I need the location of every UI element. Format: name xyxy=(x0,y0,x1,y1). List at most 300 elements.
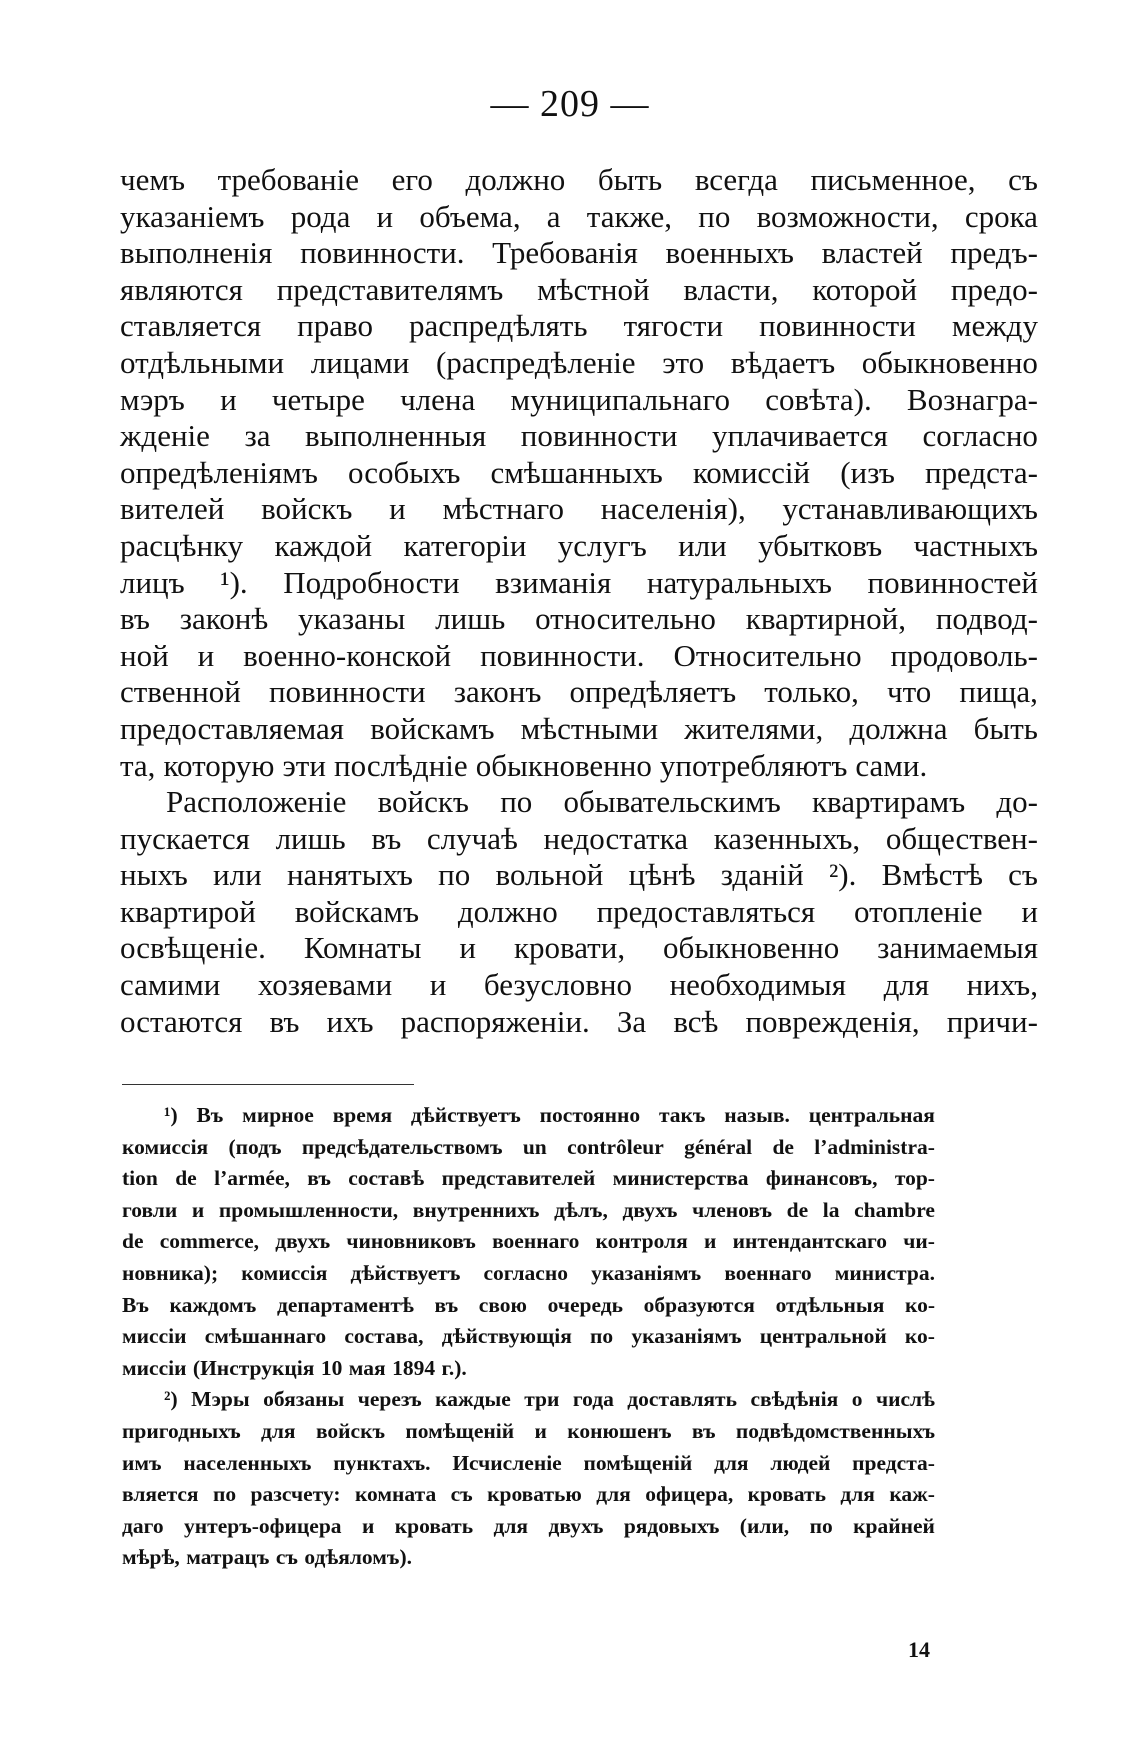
word: и xyxy=(1021,893,1038,929)
word: указаніямъ xyxy=(591,1260,702,1285)
word: ныхъ xyxy=(120,857,188,893)
word: обыкновенно xyxy=(475,747,652,783)
word: власти, xyxy=(683,271,779,307)
word: опредѣляетъ xyxy=(569,674,737,710)
word: особыхъ xyxy=(347,454,461,490)
word: миссіи xyxy=(122,1355,187,1380)
main-text xyxy=(120,162,1038,1040)
word: указаніемъ xyxy=(120,198,265,234)
word: говли xyxy=(122,1197,178,1222)
word: миссіи xyxy=(122,1324,187,1349)
word: отопленіе xyxy=(854,893,983,929)
body-text-line xyxy=(120,894,1038,931)
body-text-line xyxy=(120,565,1038,602)
word: un xyxy=(522,1134,547,1159)
word: подвод- xyxy=(935,601,1038,637)
word: указаніямъ xyxy=(631,1324,742,1349)
word: квартирной, xyxy=(745,601,906,637)
word: и xyxy=(191,1197,205,1222)
word: также, xyxy=(586,198,673,234)
word: ихъ xyxy=(326,1003,374,1039)
word: комиссія xyxy=(122,1134,209,1159)
word: черезъ xyxy=(357,1387,422,1412)
word: мѣстной xyxy=(537,271,650,307)
word: услугъ xyxy=(557,527,647,563)
word: Мэры xyxy=(191,1387,250,1412)
word: дѣйствуетъ xyxy=(350,1260,461,1285)
word: по xyxy=(500,784,533,820)
body-text-line xyxy=(120,748,1038,785)
word: Въ xyxy=(196,1103,224,1127)
word: ставляется xyxy=(120,308,262,344)
word: чиновниковъ xyxy=(346,1229,476,1254)
word: въ xyxy=(120,601,150,637)
word: (подъ xyxy=(228,1134,282,1159)
word: причи- xyxy=(946,1003,1038,1039)
word: пригодныхъ xyxy=(122,1418,241,1443)
word: частныхъ xyxy=(913,527,1038,563)
word: военнаго xyxy=(492,1229,580,1254)
word: съ xyxy=(275,1545,298,1570)
word: промышленности, xyxy=(218,1197,399,1222)
word: пища, xyxy=(959,674,1038,710)
word: остаются xyxy=(120,1003,243,1039)
word: свѣдѣнія xyxy=(750,1387,839,1412)
word: быть xyxy=(597,162,663,197)
footnote-line xyxy=(122,1353,935,1385)
word: général xyxy=(684,1134,753,1159)
word: (распредѣленіе xyxy=(435,344,636,380)
word: l’administra- xyxy=(814,1134,935,1159)
footnote-line xyxy=(122,1416,935,1448)
word: необходимыя xyxy=(669,967,846,1003)
word: употребляютъ xyxy=(659,747,848,783)
body-text-line xyxy=(120,638,1038,675)
word: ²). xyxy=(829,857,857,893)
word: или xyxy=(678,527,727,563)
word: de xyxy=(786,1197,809,1222)
word: и xyxy=(197,637,215,673)
word: его xyxy=(391,162,433,197)
word: предо- xyxy=(950,271,1038,307)
word: Подробности xyxy=(283,564,460,600)
word: по xyxy=(438,857,471,893)
body-text-line xyxy=(120,272,1038,309)
word: расцѣнку xyxy=(120,527,244,563)
word: повинности. xyxy=(300,235,465,271)
word: время xyxy=(332,1103,393,1127)
word: повинности xyxy=(759,308,916,344)
word: законѣ xyxy=(179,601,269,637)
word: каждой xyxy=(274,527,373,563)
word: о xyxy=(851,1387,863,1412)
word: (Инструкція xyxy=(192,1355,315,1380)
word: для xyxy=(713,1450,749,1475)
word: пускается xyxy=(120,820,250,856)
word: та, xyxy=(120,747,156,783)
word: вляется xyxy=(122,1482,199,1507)
word: военныхъ xyxy=(665,235,794,271)
word: центральной xyxy=(759,1324,887,1349)
word: должна xyxy=(849,710,948,746)
word: ²) xyxy=(164,1387,178,1412)
word: по xyxy=(698,198,731,234)
word: военно-конской xyxy=(243,637,452,673)
word: всѣ xyxy=(673,1003,719,1039)
body-text-line xyxy=(120,857,1038,894)
word: людей xyxy=(770,1450,831,1475)
word: хозяевами xyxy=(257,967,393,1003)
word: относительно xyxy=(535,601,716,637)
word: населенія), xyxy=(600,491,746,527)
word: въ xyxy=(371,820,402,856)
word: войскамъ xyxy=(370,710,495,746)
word: мая xyxy=(348,1355,386,1380)
word: освѣщеніе. xyxy=(120,930,266,966)
word: двухъ xyxy=(622,1197,678,1222)
word: смѣшанныхъ xyxy=(490,454,663,490)
word: имъ xyxy=(122,1450,162,1475)
footnotes xyxy=(122,1100,935,1574)
word: представителей xyxy=(441,1166,596,1191)
word: для xyxy=(260,1418,296,1443)
word: по xyxy=(212,1482,237,1507)
word: срока xyxy=(964,198,1038,234)
word: de xyxy=(122,1229,144,1254)
word: ственной xyxy=(120,674,241,710)
word: продоволь- xyxy=(890,637,1038,673)
word: эти xyxy=(282,747,326,783)
word: образуются xyxy=(643,1292,755,1317)
word: для xyxy=(840,1482,875,1507)
word: помѣщеній xyxy=(583,1450,693,1475)
word: кровати, xyxy=(513,930,626,966)
word: и xyxy=(220,381,237,417)
word: для xyxy=(883,967,930,1003)
word: кровать xyxy=(394,1513,474,1538)
word: Вмѣстѣ xyxy=(881,857,983,893)
word: лицъ xyxy=(120,564,185,600)
word: и xyxy=(429,967,447,1003)
word: и xyxy=(703,1229,717,1254)
word: мѣстнаго xyxy=(442,491,564,527)
word: которой xyxy=(812,271,918,307)
body-text-line xyxy=(120,821,1038,858)
word: властей xyxy=(821,235,923,271)
footnote-line xyxy=(122,1132,935,1164)
footnote-line xyxy=(122,1226,935,1258)
word: года xyxy=(572,1387,614,1412)
word: въ xyxy=(691,1418,716,1443)
word: съ xyxy=(450,1482,473,1507)
word: вѣдаетъ xyxy=(730,344,836,380)
word: военнаго xyxy=(724,1260,812,1285)
word: и xyxy=(459,930,476,966)
word: предоставляться xyxy=(596,893,816,929)
footnote-line xyxy=(122,1384,935,1416)
word: войскъ xyxy=(315,1418,386,1443)
footnote-line xyxy=(122,1511,935,1543)
word: назыв. xyxy=(724,1103,790,1127)
word: кроватью xyxy=(487,1482,582,1507)
word: дѣйствующія xyxy=(441,1324,572,1349)
word: обязаны xyxy=(263,1387,345,1412)
word: жденіе xyxy=(120,418,210,454)
word: 1894 xyxy=(392,1355,436,1380)
word: и xyxy=(389,491,406,527)
word: крайней xyxy=(853,1513,935,1538)
word: занимаемыя xyxy=(877,930,1038,966)
word: между xyxy=(951,308,1038,344)
word: рядовыхъ xyxy=(623,1513,720,1538)
word: и xyxy=(376,198,394,234)
word: предоставляемая xyxy=(120,710,345,746)
word: сами. xyxy=(855,747,928,783)
word: повинности. xyxy=(480,637,645,673)
word: обывательскимъ xyxy=(563,784,781,820)
word: лишь xyxy=(275,820,346,856)
word: новника); xyxy=(122,1260,219,1285)
word: ¹) xyxy=(164,1103,178,1127)
word: комната xyxy=(354,1482,437,1507)
word: уплачивается xyxy=(711,418,888,454)
word: матрацъ xyxy=(186,1545,270,1570)
word: являются xyxy=(120,271,243,307)
word: жителями, xyxy=(684,710,824,746)
word: de xyxy=(772,1134,794,1159)
footnote-line xyxy=(122,1321,935,1353)
word: выполненія xyxy=(120,235,273,271)
printer-signature-mark: 14 xyxy=(908,1637,930,1662)
word: свою xyxy=(478,1292,527,1317)
footnote-line xyxy=(122,1163,935,1195)
word: недостатка xyxy=(543,820,689,856)
body-text-line xyxy=(120,491,1038,528)
word: обыкновенно xyxy=(861,344,1038,380)
word: взиманія xyxy=(495,564,612,600)
word: помѣщеній xyxy=(405,1418,515,1443)
word: ко- xyxy=(904,1324,935,1349)
word: каждые xyxy=(435,1387,511,1412)
word: членовъ xyxy=(692,1197,773,1222)
body-text-line xyxy=(120,1004,1038,1041)
word: которую xyxy=(163,747,275,783)
word: (или, xyxy=(739,1513,790,1538)
body-text-line xyxy=(120,455,1038,492)
word: три xyxy=(524,1387,560,1412)
word: комиссія xyxy=(241,1260,328,1285)
word: ной xyxy=(120,637,169,673)
word: каждомъ xyxy=(169,1292,257,1317)
word: Относительно xyxy=(673,637,862,673)
word: лишь xyxy=(435,601,506,637)
word: такъ xyxy=(658,1103,706,1127)
word: распоряженіи. xyxy=(400,1003,590,1039)
body-text-line xyxy=(120,199,1038,236)
word: письменное, xyxy=(810,162,976,197)
word: повинностей xyxy=(867,564,1038,600)
word: даго xyxy=(122,1513,164,1538)
word: chambre xyxy=(854,1197,935,1222)
word: разсчету: xyxy=(250,1482,341,1507)
word: внутреннихъ xyxy=(412,1197,540,1222)
word: Расположеніе xyxy=(166,784,347,820)
body-text-line xyxy=(120,382,1038,419)
word: Требованія xyxy=(492,235,638,271)
body-text-line xyxy=(120,528,1038,565)
word: и xyxy=(361,1513,375,1538)
word: съ xyxy=(1008,857,1038,893)
word: населенныхъ xyxy=(183,1450,312,1475)
word: указаны xyxy=(298,601,406,637)
word: распредѣлять xyxy=(409,308,588,344)
body-text-line xyxy=(120,601,1038,638)
body-text-line xyxy=(120,418,1038,455)
word: нихъ, xyxy=(966,967,1038,1003)
word: лицами xyxy=(310,344,410,380)
word: войскъ xyxy=(261,491,353,527)
body-text-line xyxy=(120,930,1038,967)
word: двухъ xyxy=(275,1229,331,1254)
word: Вознагра- xyxy=(906,381,1038,417)
word: по xyxy=(809,1513,833,1538)
word: contrôleur xyxy=(567,1134,664,1159)
word: въ xyxy=(269,1003,300,1039)
word: казенныхъ, xyxy=(713,820,861,856)
word: повинности xyxy=(268,674,426,710)
word: дѣлъ, xyxy=(554,1197,608,1222)
word: подвѣдомственныхъ xyxy=(735,1418,935,1443)
word: для xyxy=(596,1482,631,1507)
word: ¹). xyxy=(220,564,248,600)
word: чемъ xyxy=(120,162,185,197)
word: по xyxy=(590,1324,614,1349)
word: конюшенъ xyxy=(567,1418,672,1443)
word: устанавливающихъ xyxy=(782,491,1038,527)
word: только, xyxy=(764,674,859,710)
word: члена xyxy=(400,381,476,417)
body-text-line xyxy=(120,308,1038,345)
word: представителямъ xyxy=(276,271,504,307)
page-number-header: — 209 — xyxy=(490,83,650,125)
word: до- xyxy=(996,784,1038,820)
word: для xyxy=(493,1513,529,1538)
word: возможности, xyxy=(756,198,939,234)
word: цѣнѣ xyxy=(628,857,696,893)
word: должно xyxy=(465,162,566,197)
footnote-line xyxy=(122,1195,935,1227)
word: за xyxy=(244,418,271,454)
word: мѣстными xyxy=(520,710,659,746)
word: l’armée, xyxy=(214,1166,290,1191)
word: съ xyxy=(1008,162,1038,197)
word: всегда xyxy=(694,162,778,197)
word: министра. xyxy=(834,1260,935,1285)
body-text-line xyxy=(120,345,1038,382)
word: предста- xyxy=(852,1450,935,1475)
word: интендантскаго xyxy=(732,1229,887,1254)
word: дѣйствуетъ xyxy=(410,1103,521,1127)
word: контроля xyxy=(595,1229,688,1254)
word: предъ- xyxy=(950,235,1038,271)
word: законъ xyxy=(453,674,542,710)
word: кровать xyxy=(747,1482,826,1507)
word: мэръ xyxy=(120,381,185,417)
word: объема, xyxy=(419,198,521,234)
word: состава, xyxy=(344,1324,424,1349)
word: и xyxy=(534,1418,547,1443)
word: унтеръ-офицера xyxy=(184,1513,342,1538)
word: обществен- xyxy=(885,820,1038,856)
word: нанятыхъ xyxy=(286,857,413,893)
word: четыре xyxy=(271,381,365,417)
word: муниципальнаго xyxy=(510,381,730,417)
word: центральная xyxy=(808,1103,935,1127)
word: повинности xyxy=(520,418,678,454)
word: комиссій xyxy=(692,454,811,490)
word: департаментѣ xyxy=(277,1292,414,1317)
word: тор- xyxy=(894,1166,935,1191)
word: должно xyxy=(457,893,558,929)
word: каж- xyxy=(889,1482,935,1507)
word: пунктахъ. xyxy=(333,1450,431,1475)
word: г.). xyxy=(441,1355,467,1380)
word: совѣта). xyxy=(765,381,872,417)
word: (изъ xyxy=(840,454,895,490)
footnote-separator xyxy=(122,1084,414,1085)
word: опредѣленіямъ xyxy=(120,454,318,490)
word: 10 xyxy=(320,1355,343,1380)
word: зданій xyxy=(720,857,804,893)
word: или xyxy=(213,857,262,893)
word: предсѣдательствомъ xyxy=(301,1134,503,1159)
word: предста- xyxy=(924,454,1038,490)
word: а xyxy=(546,198,561,234)
word: смѣшаннаго xyxy=(204,1324,327,1349)
word: финансовъ, xyxy=(765,1166,878,1191)
word: безусловно xyxy=(483,967,632,1003)
word: составѣ xyxy=(348,1166,425,1191)
word: быть xyxy=(973,710,1038,746)
word: квартирой xyxy=(120,893,256,929)
word: За xyxy=(616,1003,647,1039)
word: tion xyxy=(122,1166,158,1191)
word: согласно xyxy=(922,418,1038,454)
word: категоріи xyxy=(403,527,527,563)
word: войскъ xyxy=(377,784,469,820)
word: чи- xyxy=(903,1229,935,1254)
word: обыкновенно xyxy=(663,930,840,966)
footnote-line xyxy=(122,1290,935,1322)
word: отдѣльными xyxy=(120,344,285,380)
word: требованіе xyxy=(217,162,360,197)
word: Въ xyxy=(122,1292,149,1317)
word: одѣяломъ). xyxy=(304,1545,412,1570)
body-text-line xyxy=(120,967,1038,1004)
body-text-line xyxy=(120,711,1038,748)
body-text-line xyxy=(120,235,1038,272)
word: въ xyxy=(434,1292,459,1317)
word: самими xyxy=(120,967,221,1003)
word: что xyxy=(887,674,932,710)
word: войскамъ xyxy=(294,893,420,929)
word: двухъ xyxy=(548,1513,604,1538)
word: постоянно xyxy=(539,1103,641,1127)
footnote-line xyxy=(122,1448,935,1480)
word: вольной xyxy=(495,857,604,893)
word: это xyxy=(662,344,705,380)
word: квартирамъ xyxy=(811,784,966,820)
